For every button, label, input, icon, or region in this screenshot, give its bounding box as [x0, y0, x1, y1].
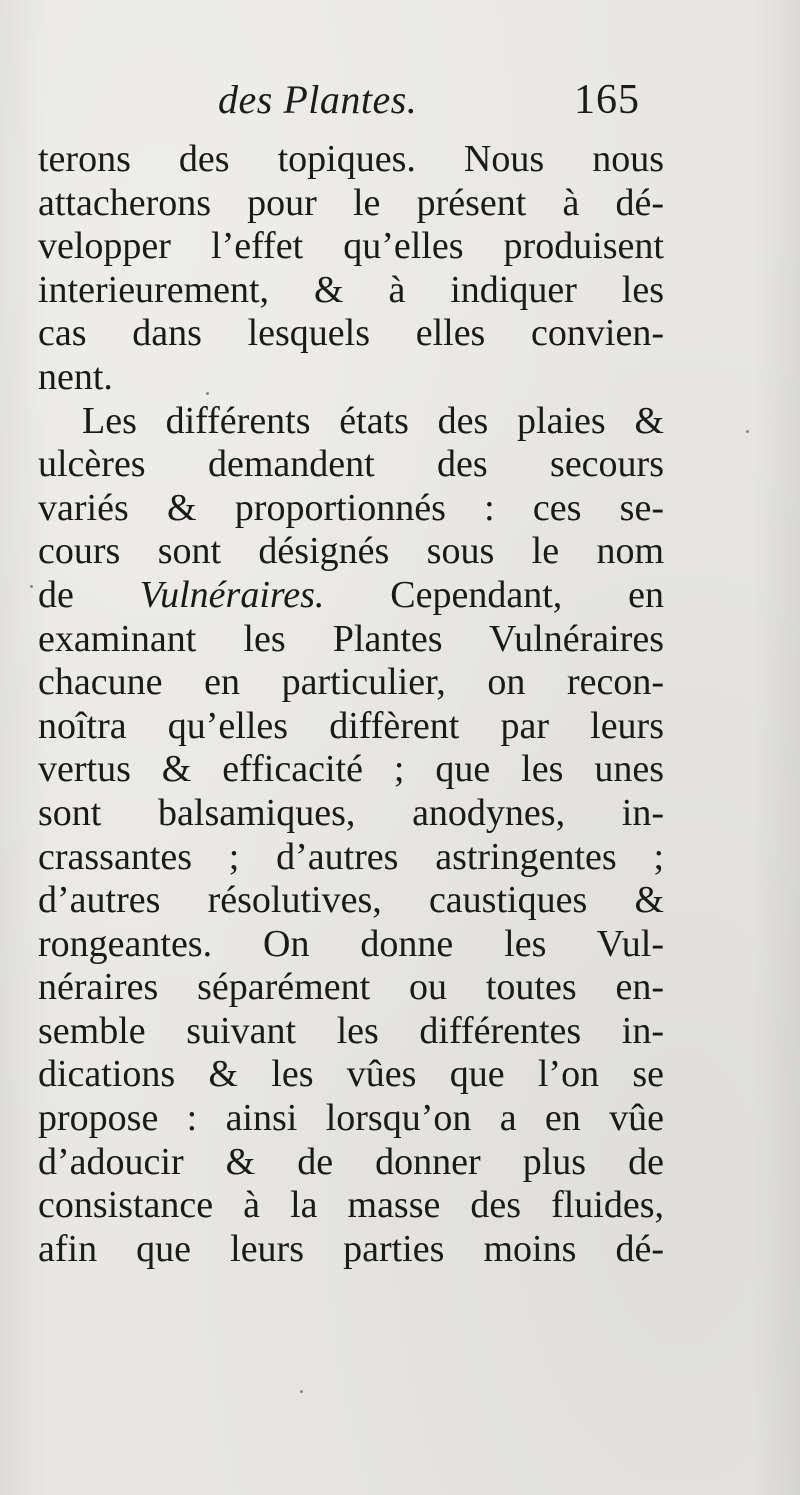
text-line: sont balsamiques, anodynes, in- [38, 791, 664, 834]
text-line: rongeantes. On donne les Vul- [38, 922, 664, 965]
text-line: propose : ainsi lorsqu’on a en vûe [38, 1097, 664, 1140]
text-line: cas dans lesquels elles convien- [38, 312, 664, 355]
text-line: nent. [38, 355, 113, 398]
paper-speck [300, 1390, 303, 1393]
paper-speck [30, 585, 33, 588]
text-line: cours sont désignés sous le nom [38, 530, 664, 573]
text-line: noîtra qu’elles diffèrent par leurs [38, 704, 664, 747]
text-line: variés & proportionnés : ces se- [38, 486, 664, 529]
page-number: 165 [574, 77, 640, 123]
text-line: examinant les Plantes Vulnéraires [38, 617, 664, 660]
text-line: terons des topiques. Nous nous [38, 138, 664, 180]
line-prefix: de [38, 573, 140, 616]
paper-speck [206, 392, 209, 395]
text-line: semble suivant les différentes in- [38, 1009, 664, 1052]
text-line: néraires séparément ou toutes en- [38, 966, 664, 1009]
text-line-with-italic [38, 574, 664, 618]
text-line: chacune en particulier, on recon- [38, 661, 664, 704]
text-line: dications & les vûes que l’on se [38, 1053, 664, 1096]
text-line: ulcères demandent des secours [38, 443, 664, 486]
page-header [0, 72, 800, 132]
text-line: vertus & efficacité ; que les unes [38, 748, 664, 791]
body-text [38, 138, 664, 1271]
text-line: interieurement, & à indiquer les [38, 268, 664, 311]
italic-term: Vulnéraires. [139, 573, 325, 616]
text-line: d’autres résolutives, caustiques & [38, 879, 664, 922]
running-head: des Plantes. [218, 77, 418, 122]
text-line: crassantes ; d’autres astringentes ; [38, 835, 664, 878]
paragraph-start-line: Les différents états des plaies & [82, 399, 664, 442]
text-line: consistance à la masse des fluides, [38, 1184, 664, 1227]
text-line: attacherons pour le présent à dé- [38, 181, 664, 224]
line-suffix: Cependant, en [324, 573, 664, 616]
text-line: afin que leurs parties moins dé- [38, 1227, 664, 1270]
text-line: d’adoucir & de donner plus de [38, 1140, 664, 1183]
paper-speck [746, 430, 749, 433]
text-line: velopper l’effet qu’elles produisent [38, 225, 664, 268]
